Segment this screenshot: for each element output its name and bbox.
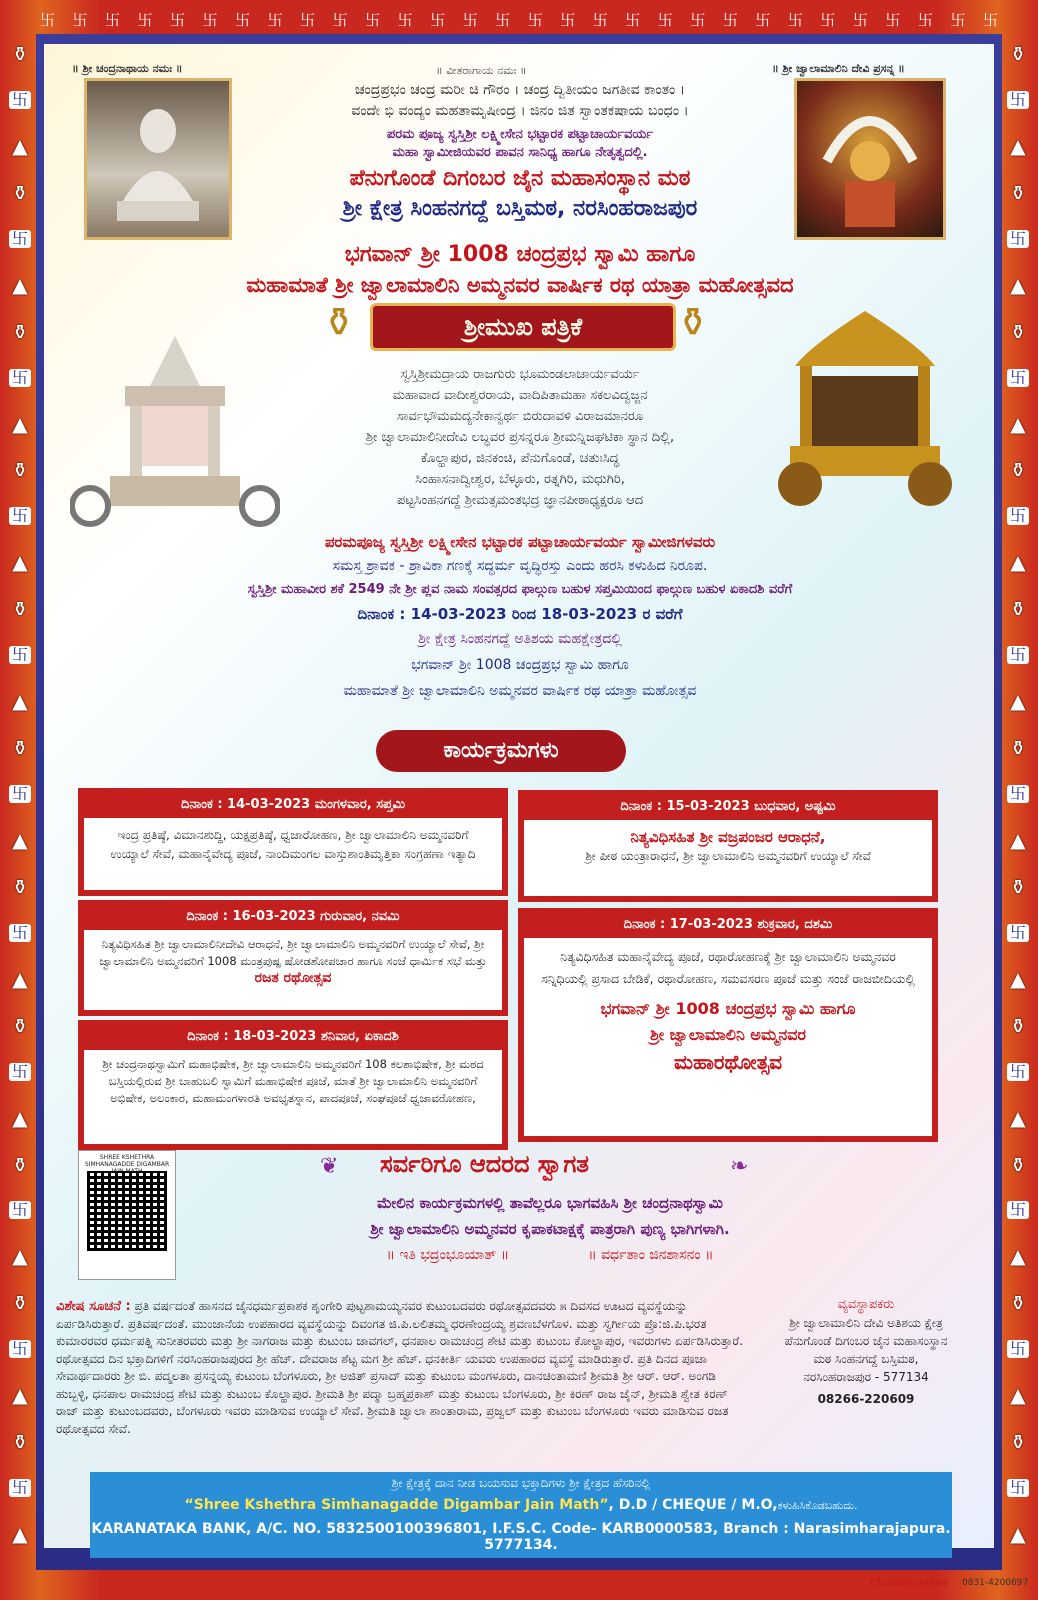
lamp-icon: ▲	[1010, 133, 1026, 158]
silver-chariot-image	[70, 326, 280, 536]
kalasha-icon: ⚱	[1009, 1152, 1027, 1177]
vitaraga-label: ॥ ವೀತರಾಗಾಯ ನಮಃ ॥	[436, 64, 527, 77]
kalasha-icon: ⚱	[1009, 458, 1027, 483]
swastika-icon: 卐	[1007, 1340, 1029, 1358]
donation-methods: , D.D / CHEQUE / M.O,	[608, 1497, 778, 1513]
shrimukha-patrike-banner: ಶ್ರೀಮುಖ ಪತ್ರಿಕೆ	[370, 303, 676, 351]
swastika-icon: 卐	[1007, 924, 1029, 942]
ornament-left-icon: ❦	[320, 1154, 339, 1179]
schedule-highlight: ರಜತ ರಥೋತ್ಸವ	[254, 970, 332, 986]
schedule-card-15	[518, 790, 938, 902]
golden-chariot-icon	[770, 306, 960, 516]
shloka-line-1: ಚಂದ್ರಪ್ರಭಂ ಚಂದ್ರ ಮರೀ ಚಿ ಗೌರಂ । ಚಂದ್ರ ದ್ವಿತೀಯಂ ಜಗತೀವ ಕಾಂತಂ ।	[355, 82, 685, 98]
lamp-icon: ▲	[12, 827, 28, 852]
festival-title-2: ಮಹಾಮಾತೆ ಶ್ರೀ ಜ್ವಾಲಾಮಾಲಿನಿ ಅಮ್ಮನವರ ವಾರ್ಷಿಕ ರಥ ಯಾತ್ರಾ ಮಹೋತ್ಸವದ	[246, 273, 794, 297]
designer-phone: 0831-4200697	[962, 1578, 1029, 1588]
kalasha-right-icon: ⚱	[676, 300, 710, 346]
kalasha-icon: ⚱	[1009, 180, 1027, 205]
schedule-card-16	[78, 900, 508, 1016]
kalasha-icon: ⚱	[11, 597, 29, 622]
swastika-icon: 卐	[592, 10, 608, 29]
swastika-icon: 卐	[9, 646, 31, 664]
lamp-icon: ▲	[1010, 1522, 1026, 1546]
kalasha-icon: ⚱	[11, 458, 29, 483]
qr-caption: SHREE KSHETHRA SIMHANAGADDE DIGAMBAR	[84, 1154, 170, 1168]
lamp-icon: ▲	[12, 411, 28, 436]
donation-bank-strip	[90, 1472, 952, 1558]
swastika-icon: 卐	[1007, 1063, 1029, 1081]
swastika-icon: 卐	[755, 10, 771, 29]
titles-block	[280, 364, 760, 511]
qr-code-icon[interactable]	[87, 1171, 167, 1251]
kshetra-title: ಶ್ರೀ ಕ್ಷೇತ್ರ ಸಿಂಹನಗದ್ದೆ ಬಸ್ತಿಮಠ, ನರಸಿಂಹರಾಜಪುರ	[342, 196, 698, 221]
title-line: ಸಿಂಹಾಸನಾದ್ವೀಶ್ವರ, ಬೆಳ್ಳೂರು, ರತ್ನಗಿರಿ, ಮಧುಗಿರಿ,	[415, 472, 625, 487]
swastika-icon: 卐	[397, 10, 413, 29]
kalasha-icon: ⚱	[11, 42, 29, 66]
welcome-title: ಸರ್ವರಿಗೂ ಆದರದ ಸ್ವಾಗತ	[380, 1150, 590, 1178]
math-title: ಪೆನುಗೊಂಡೆ ದಿಗಂಬರ ಜೈನ ಮಹಾಸಂಸ್ಥಾನ ಮಠ	[349, 166, 691, 191]
lamp-icon: ▲	[1010, 272, 1026, 297]
welcome-block	[190, 1190, 910, 1268]
blessing-iti: ॥ ಇತಿ ಭದ್ರಂಭೂಯಾತ್ ॥	[386, 1247, 510, 1263]
donation-line-1: ಶ್ರೀ ಕ್ಷೇತ್ರಕ್ಕೆ ದಾನ ನೀಡ ಬಯಸುವ ಭಕ್ತಾದಿಗಳು ಶ್ರೀ ಕ್ಷೇತ್ರದ ಹೆಸರಿನಲ್ಲಿ	[391, 1476, 651, 1490]
era-line: ಸ್ವಸ್ತಿಶ್ರೀ ಮಹಾವೀರ ಶಕೆ 2549 ನೇ ಶ್ರೀ ಪ್ಲವ ನಾಮ ಸಂವತ್ಸರದ ಫಾಲ್ಗುಣ ಬಹುಳ ಸಪ್ತಮಿಯಿಂದ ಫಾಲ್ಗುಣ ಬಹುಳ ಏಕಾದಶಿ ವರೆಗೆ	[247, 582, 793, 597]
kalasha-icon: ⚱	[1009, 736, 1027, 761]
kalasha-icon: ⚱	[11, 1013, 29, 1038]
swastika-icon: 卐	[885, 10, 901, 29]
title-line: ಮಹಾವಾದ ವಾದೀಶ್ವರರಾಯ, ವಾದಿಪಿತಾಮಹಾ ಸಕಲವಿದ್ವಜ್ಜನ	[392, 388, 648, 403]
swastika-icon: 卐	[235, 10, 251, 29]
golden-chariot-image	[770, 306, 960, 516]
kalasha-icon: ⚱	[1009, 1013, 1027, 1038]
kalasha-icon: ⚱	[1009, 874, 1027, 899]
shloka-line-2: ವಂದೇ ಭಿ ವಂದ್ಯಂ ಮಹತಾಮೃಷೀಂದ್ರ । ಜಿನಂ ಜಿತ ಸ್ವಾಂತಕಷಾಯ ಬಂಧಂ ।	[351, 103, 689, 119]
lamp-icon: ▲	[12, 133, 28, 158]
lamp-icon: ▲	[1010, 966, 1026, 991]
lamp-icon: ▲	[12, 1105, 28, 1130]
swastika-icon: 卐	[495, 10, 511, 29]
lamp-icon: ▲	[1010, 1383, 1026, 1408]
lamp-icon: ▲	[1010, 411, 1026, 436]
silver-chariot-icon	[70, 326, 280, 536]
right-shrine-label: ॥ ಶ್ರೀ ಜ್ವಾಲಾಮಾಲಿನಿ ದೇವಿ ಪ್ರಸನ್ನ ॥	[772, 62, 905, 75]
schedule-text: ನಿತ್ಯವಿಧಿಸಹಿತ ಮಹಾನೈವೇದ್ಯ ಪೂಜೆ, ರಥಾರೋಹಣಕ್ಕೆ ಶ್ರೀ ಜ್ವಾಲಾಮಾಲಿನಿ ಅಮ್ಮನವರ ಸನ್ನಿಧಿಯಲ್ಲಿ ಪ್ರಸಾದ ಬೇಡಿಕೆ, ರಥಾರೋಹಣ, ಸಮವಸರಣ ಪೂಜೆ ಮತ್ತು ಸಂಜೆ ರಾಜಬೀದಿಯಲ್ಲಿ	[541, 949, 915, 986]
swastika-icon: 卐	[9, 369, 31, 387]
swastika-icon: 卐	[560, 10, 576, 29]
swastika-icon: 卐	[430, 10, 446, 29]
title-line: ಸಾರ್ವಭೌಮಮದ್ಯನೇಕಾನ್ವರ್ಥ ಬಿರುದಾವಳಿ ವಿರಾಜಮಾನರೂ	[396, 409, 644, 424]
kalasha-left-icon: ⚱	[322, 300, 356, 346]
lamp-icon: ▲	[1010, 1105, 1026, 1130]
schedule-text: ಶ್ರೀ ಪೀಠ ಯಂತ್ರಾರಾಧನೆ, ಶ್ರೀ ಜ್ವಾಲಾಮಾಲಿನಿ ಅಮ್ಮನವರಿಗೆ ಉಯ್ಯಾಲೆ ಸೇವೆ	[585, 849, 871, 863]
kalasha-icon: ⚱	[1009, 1291, 1027, 1316]
schedule-highlight: ಮಹಾರಥೋತ್ಸವ	[673, 1050, 783, 1074]
designer-credit: Chandraprabha	[870, 1578, 948, 1589]
lamp-icon: ▲	[12, 1522, 28, 1546]
festival-title-block	[60, 240, 980, 300]
notice-label: ವಿಶೇಷ ಸೂಚನೆ :	[56, 1299, 131, 1314]
swastika-icon: 卐	[170, 10, 186, 29]
swastika-icon: 卐	[9, 507, 31, 525]
title-line: ಶ್ರೀ ಜ್ವಾಲಾಮಾಲಿನೀದೇವಿ ಲಬ್ಧವರ ಪ್ರಸನ್ನರೂ ಶ್ರೀಮನ್ನಿಜಘಟಿಕಾ ಸ್ಥಾನ ದಿಲ್ಲಿ,	[365, 430, 675, 445]
donation-send-note: ಕಳುಹಿಸಿಕೊಡಬಹುದು.	[777, 1499, 858, 1512]
kalasha-icon: ⚱	[11, 1152, 29, 1177]
swastika-icon: 卐	[722, 10, 738, 29]
schedule-card-14	[78, 788, 508, 896]
swastika-icon: 卐	[9, 1201, 31, 1219]
swastika-icon: 卐	[917, 10, 933, 29]
lamp-icon: ▲	[12, 1383, 28, 1408]
swastika-icon: 卐	[527, 10, 543, 29]
swastika-icon: 卐	[820, 10, 836, 29]
date-range-line: ದಿನಾಂಕ : 14-03-2023 ರಿಂದ 18-03-2023 ರ ವರೆಗೆ	[357, 605, 683, 623]
lamp-icon: ▲	[1010, 1244, 1026, 1269]
lamp-icon: ▲	[12, 550, 28, 575]
schedule-highlight: ಭಗವಾನ್ ಶ್ರೀ 1008 ಚಂದ್ರಪ್ರಭ ಸ್ವಾಮಿ ಹಾಗೂ	[600, 999, 856, 1018]
swastika-icon: 卐	[1007, 1201, 1029, 1219]
venue-line: ಶ್ರೀ ಕ್ಷೇತ್ರ ಸಿಂಹನಗದ್ದೆ ಅತಿಶಯ ಮಹಕ್ಷೇತ್ರದಲ್ಲಿ	[418, 631, 622, 647]
contact-line: ಪೆನುಗೊಂಡೆ ದಿಗಂಬರ ಜೈನ ಮಹಾಸಂಸ್ಥಾನ	[784, 1334, 948, 1348]
swastika-icon: 卐	[105, 10, 121, 29]
lamp-icon: ▲	[1010, 689, 1026, 714]
notice-text: ಪ್ರತಿ ವರ್ಷದಂತೆ ಹಾಸನದ ಜೈನಧರ್ಮಪ್ರಕಾಶಕ ಶೃಂಗೇರಿ ಪುಟ್ಟಶಾಮಯ್ಯನವರ ಕುಟುಂಬದವರು ರಥೋತ್ಸವದವರು ೫ ದಿವಸದ ಊಟದ ವ್ಯವಸ್ಥೆಯನ್ನು ಏರ್ಪಡಿಸಿರುತ್ತಾರೆ. ಪ್ರತಿವರ್ಷದಂತೆ. ಮುಂಜಾನೆಯ ಉಪಹಾರದ ವ್ಯವಸ್ಥೆಯನ್ನು ದಿವಂಗತ ಜಿ.ಪಿ.ಲಲಿತಮ್ಮ ಧರಣೇಂದ್ರಯ್ಯ ಶ್ರವಣಬೆಳಗೊಳ. ಮತ್ತು ಸ್ವರ್ಗೀಯ ಪ್ರೊ:ಜಿ.ಪಿ.ಭರತ ಕುಮಾರರವರ ಧರ್ಮಪತ್ನಿ ಸುನೀತರವರು ಮತ್ತು ಶ್ರೀ ನಾಗರಾಜ ಮತ್ತು ಕುಟುಂಬ ಜಾವಗಲ್, ಧನಪಾಲ ರಾಮಚಂದ್ರ ಶೇಟಿ ಮತ್ತು ಕುಟುಂಬ ಕೋಲ್ಹಾಪುರ, ಇವರುಗಳು ಏರ್ಪಡಿಸಿರುತ್ತಾರೆ. ರಥೋತ್ಸವದ ದಿನ ಭಕ್ತಾದಿಗಳಿಗೆ ನರಸಿಂಹರಾಜಪುರದ ಶ್ರೀ ಹೆಚ್. ದೇವರಾಜ ಶೆಟ್ಟ ಮಗ ಶ್ರೀ ಹೆಚ್. ಧನಕೀರ್ತಿ ಯವರು ಉಪಹಾರದ ವ್ಯವಸ್ಥೆ ಮಾಡಿರುತ್ತಾರೆ. ಪ್ರತಿ ದಿನದ ಪೂಜಾ ಸೇವಾರ್ಥದಾರರು ಶ್ರೀ ಬಿ. ಪದ್ಮಲತಾ ಪ್ರಸನ್ನಯ್ಯ ಕುಟುಂಬ ಬೆಂಗಳೂರು, ಶ್ರೀ ಅಜಿತ್ ಪ್ರಸಾದ್ ಮತ್ತು ಕುಟುಂಬ ಮಂಗಳೂರು, ದಾನಚಿಂತಾಮಣಿ ಶ್ರೀಮತಿ ಶ್ರೀ ಆರ್. ಆರ್. ಅಂಗಡಿ ಹುಬ್ಬಳ್ಳಿ, ಧನಪಾಲ ರಾಮಚಂದ್ರ ಶೇಟಿ ಮತ್ತು ಕುಟುಂಬ ಕೊಲ್ಹಾಪುರ. ಶ್ರೀಮತಿ ಶ್ರೀ ಪದ್ಮಾ ಬ್ರಹ್ಮಪ್ರಕಾಶ್ ಮತ್ತು ಕುಟುಂಬ ಬೆಂಗಳೂರು, ಶ್ರೀ ಕಿರಣ್ ರಾಜ ಜೈನ್, ಶ್ರೀಮತಿ ಶ್ವೇತ ಕಿರಣ್ ರಾಜ್ ಮತ್ತು ಕುಟುಂಬದವರು, ಬೆಂಗಳೂರು ಇವರು ಮಾಡಿಸುವ ಉಯ್ಯಾಲೆ ಸೇವೆ. ಶ್ರೀಮತಿ ಜ್ವಾಲಾ ಶಾಂತಾರಾಮ, ಪ್ರಜ್ವಲ್ ಮತ್ತು ಕುಟುಂಬ ಬೆಂಗಳೂರು ಇವರು ಮಾಡಿಸುವ ರಜತ ರಥೋತ್ಸವದ ಸೇವೆ.	[56, 1299, 744, 1436]
swastika-icon: 卐	[300, 10, 316, 29]
swastika-icon: 卐	[9, 91, 31, 109]
swastika-icon: 卐	[72, 10, 88, 29]
ornament-right-icon: ❧	[730, 1154, 749, 1179]
swastika-icon: 卐	[1007, 785, 1029, 803]
blessing-line: ಸಮಸ್ತ ಶ್ರಾವಕ - ಶ್ರಾವಿಕಾ ಗಣಕ್ಕೆ ಸದ್ಧರ್ಮ ವೃದ್ಧಿರಸ್ತು ಎಂದು ಹರಸಿ ಕಳುಹಿದ ನಿರೂಪ.	[332, 558, 708, 574]
header-block	[180, 80, 860, 224]
swastika-icon: 卐	[950, 10, 966, 29]
lamp-icon: ▲	[1010, 827, 1026, 852]
schedule-date: ದಿನಾಂಕ : 17-03-2023 ಶುಕ್ರವಾರ, ದಶಮಿ	[524, 914, 932, 938]
qr-code-card	[78, 1150, 176, 1280]
bank-details: KARANATAKA BANK, A/C. NO. 5832500100396801, I.F.S.C. Code- KARB0000583, Branch : Narasimharajapura. 5777134.	[91, 1521, 951, 1553]
schedule-highlight: ಶ್ರೀ ಜ್ವಾಲಾಮಾಲಿನಿ ಅಮ್ಮನವರ	[649, 1025, 807, 1044]
schedule-date: ದಿನಾಂಕ : 16-03-2023 ಗುರುವಾರ, ನವಮಿ	[84, 906, 502, 930]
swastika-icon: 卐	[1007, 507, 1029, 525]
swastika-icon: 卐	[365, 10, 381, 29]
swastika-icon: 卐	[9, 230, 31, 248]
swastika-icon: 卐	[9, 924, 31, 942]
kalasha-icon: ⚱	[1009, 597, 1027, 622]
swastika-icon: 卐	[852, 10, 868, 29]
schedule-text: ಇಂದ್ರ ಪ್ರತಿಷ್ಠೆ, ವಿಮಾನಶುದ್ಧಿ, ಯಕ್ಷಪ್ರತಿಷ್ಠೆ, ಧ್ವಜಾರೋಹಣ, ಶ್ರೀ ಜ್ವಾಲಾಮಾಲಿನಿ ಅಮ್ಮನವರಿಗೆ ಉಯ್ಯಾಲೆ ಸೇವೆ, ಮಹಾನೈವೇದ್ಯ ಪೂಜೆ, ನಾಂದಿಮಂಗಲ ವಾಸ್ತುಶಾಂತಿಮೃತ್ತಿಕಾ ಸಂಗ್ರಹಣಾ ಇತ್ಯಾದಿ	[110, 828, 476, 861]
kalasha-icon: ⚱	[11, 874, 29, 899]
title-line: ಕೊಲ್ಹಾಪುರ, ಜಿನಕಂಚಿ, ಪೆನುಗೊಂಡೆ, ಚತುಃಸಿದ್ಧ	[420, 451, 620, 466]
contact-line: ನರಸಿಂಹರಾಜಪುರ - 577134	[803, 1370, 929, 1384]
patronage-line-1: ಪರಮ ಪೂಜ್ಯ ಸ್ವಸ್ತಿಶ್ರೀ ಲಕ್ಷ್ಮೀಸೇನ ಭಟ್ಟಾರಕ ಪಟ್ಟಾಚಾರ್ಯವರ್ಯ	[386, 127, 654, 142]
kalasha-icon: ⚱	[11, 736, 29, 761]
event-line-1: ಭಗವಾನ್ ಶ್ರೀ 1008 ಚಂದ್ರಪ್ರಭ ಸ್ವಾಮಿ ಹಾಗೂ	[411, 657, 629, 673]
swastika-icon: 卐	[690, 10, 706, 29]
schedule-card-18	[78, 1020, 508, 1150]
schedule-date: ದಿನಾಂಕ : 15-03-2023 ಬುಧವಾರ, ಅಷ್ಟಮಿ	[524, 796, 932, 820]
lamp-icon: ▲	[1010, 550, 1026, 575]
swastika-icon: 卐	[9, 785, 31, 803]
swastika-icon: 卐	[40, 10, 56, 29]
kalasha-icon: ⚱	[11, 1291, 29, 1316]
swastika-icon: 卐	[462, 10, 478, 29]
schedule-text: ಶ್ರೀ ಚಂದ್ರನಾಥಸ್ವಾಮಿಗೆ ಮಹಾಭಿಷೇಕ, ಶ್ರೀ ಜ್ವಾಲಾಮಾಲಿನಿ ಅಮ್ಮನವರಿಗೆ 108 ಕಲಶಾಭಿಷೇಕ, ಶ್ರೀ ಮಠದ ಬಸ್ತಿಯಲ್ಲಿರುವ ಶ್ರೀ ಬಾಹುಬಲಿ ಸ್ವಾಮಿಗೆ ಮಹಾಭಿಷೇಕ ಪೂಜೆ, ಮಾತೆ ಶ್ರೀ ಜ್ವಾಲಾಮಾಲಿನಿ ಅಮ್ಮನವರಿಗೆ ಅಭಿಷೇಕ, ಅಲಂಕಾರ, ಮಹಾಮಂಗಳಾರತಿ ಅವಭೃತಸ್ನಾನ, ಪಾದಪೂಜೆ, ಸಂಘಪೂಜೆ ಧ್ವಜಾವರೋಹಣ,	[102, 1057, 484, 1105]
contact-title: ವ್ಯವಸ್ಥಾಪಕರು	[837, 1297, 895, 1312]
swastika-icon: 卐	[137, 10, 153, 29]
contact-line: ಮಠ ಸಿಂಹನಗದ್ದೆ ಬಸ್ತಿಮಠ,	[813, 1352, 919, 1366]
kalasha-icon: ⚱	[11, 180, 29, 205]
top-border-strip	[40, 6, 998, 32]
contact-phone: 08266-220609	[817, 1392, 915, 1406]
left-border-column	[2, 44, 38, 1544]
left-shrine-label: ॥ ಶ್ರೀ ಚಂದ್ರನಾಥಾಯ ನಮಃ ॥	[72, 62, 183, 75]
schedule-card-17	[518, 908, 938, 1142]
schedule-text: ನಿತ್ಯವಿಧಿಸಹಿತ ಶ್ರೀ ಜ್ವಾಲಾಮಾಲಿನೀದೇವಿ ಆರಾಧನೆ, ಶ್ರೀ ಜ್ವಾಲಾಮಾಲಿನಿ ಅಮ್ಮನವರಿಗೆ ಉಯ್ಯಾಲೆ ಸೇವೆ, ಶ್ರೀ ಜ್ವಾಲಾಮಾಲಿನಿ ಅಮ್ಮನವರಿಗೆ 1008 ಮಂತ್ರಪುಷ್ಪ ಷೋಡಶೋಪಚಾರ ಹಾಗೂ ಸಂಜೆ ಧಾರ್ಮಿಕ ಸಭೆ ಮತ್ತು	[99, 937, 487, 968]
festival-title-1: ಭಗವಾನ್ ಶ್ರೀ 1008 ಚಂದ್ರಪ್ರಭ ಸ್ವಾಮಿ ಹಾಗೂ	[344, 242, 696, 267]
schedule-highlight: ನಿತ್ಯವಿಧಿಸಹಿತ ಶ್ರೀ ವಜ್ರಪಂಜರ ಆರಾಧನೆ,	[630, 828, 826, 846]
event-line-2: ಮಹಾಮಾತೆ ಶ್ರೀ ಜ್ವಾಲಾಮಾಲಿನಿ ಅಮ್ಮನವರ ವಾರ್ಷಿಕ ರಥ ಯಾತ್ರಾ ಮಹೋತ್ಸವ	[343, 683, 697, 699]
lamp-icon: ▲	[12, 689, 28, 714]
donation-payee: “Shree Kshethra Simhanagadde Digambar Jain Math”	[184, 1497, 609, 1513]
right-border-column	[1000, 44, 1036, 1544]
swastika-icon: 卐	[982, 10, 998, 29]
blessing-vardhatam: ॥ ವರ್ಧತಾಂ ಜಿನಶಾಸನಂ ॥	[588, 1247, 714, 1263]
swastika-icon: 卐	[625, 10, 641, 29]
contact-line: ಶ್ರೀ ಜ್ವಾಲಾಮಾಲಿನಿ ದೇವಿ ಅತಿಶಯ ಕ್ಷೇತ್ರ	[789, 1316, 943, 1330]
lamp-icon: ▲	[12, 1244, 28, 1269]
kalasha-icon: ⚱	[11, 319, 29, 344]
swastika-icon: 卐	[1007, 369, 1029, 387]
schedule-date: ದಿನಾಂಕ : 14-03-2023 ಮಂಗಳವಾರ, ಸಪ್ತಮಿ	[84, 794, 502, 818]
invitation-block	[60, 530, 980, 704]
swastika-icon: 卐	[1007, 91, 1029, 109]
welcome-line-1: ಮೇಲಿನ ಕಾರ್ಯಕ್ರಮಗಳಲ್ಲಿ ತಾವೆಲ್ಲರೂ ಭಾಗವಹಿಸಿ ಶ್ರೀ ಚಂದ್ರನಾಥಸ್ವಾಮಿ	[377, 1194, 723, 1212]
swastika-icon: 卐	[1007, 646, 1029, 664]
title-line: ಸ್ವಸ್ತಿಶ್ರೀಮದ್ರಾಯ ರಾಜಗುರು ಭೂಮಂಡಲಾಚಾರ್ಯವರ್ಯ	[400, 367, 640, 382]
special-notice	[56, 1298, 746, 1438]
patronage-line-2: ಮಹಾ ಸ್ವಾಮೀಜಿಯವರ ಪಾವನ ಸಾನಿಧ್ಯ ಹಾಗೂ ನೇತೃತ್ವದಲ್ಲಿ.	[392, 145, 648, 160]
swastika-icon: 卐	[1007, 1479, 1029, 1497]
swastika-icon: 卐	[9, 1063, 31, 1081]
swamiji-line: ಪರಮಪೂಜ್ಯ ಸ್ವಸ್ತಿಶ್ರೀ ಲಕ್ಷ್ಮೀಸೇನ ಭಟ್ಟಾರಕ ಪಟ್ಟಾಚಾರ್ಯವರ್ಯ ಸ್ವಾಮೀಜಿಗಳವರು	[324, 533, 716, 551]
swastika-icon: 卐	[267, 10, 283, 29]
swastika-icon: 卐	[657, 10, 673, 29]
lamp-icon: ▲	[12, 272, 28, 297]
swastika-icon: 卐	[787, 10, 803, 29]
swastika-icon: 卐	[202, 10, 218, 29]
kalasha-icon: ⚱	[11, 1430, 29, 1455]
schedule-date: ದಿನಾಂಕ : 18-03-2023 ಶನಿವಾರ, ಏಕಾದಶಿ	[84, 1026, 502, 1050]
kalasha-icon: ⚱	[1009, 319, 1027, 344]
kalasha-icon: ⚱	[1009, 1430, 1027, 1455]
organiser-contact	[756, 1296, 976, 1408]
title-line: ಪಟ್ಟಸಿಂಹನಗದ್ದೆ ಶ್ರೀಮತ್ಸಮಂತಭದ್ರ ಜ್ಞಾನಪೀಠಾಧ್ಯಕ್ಷರೂ ಆದ	[396, 493, 644, 508]
swastika-icon: 卐	[9, 1340, 31, 1358]
swastika-icon: 卐	[9, 1479, 31, 1497]
welcome-line-2: ಶ್ರೀ ಜ್ವಾಲಾಮಾಲಿನಿ ಅಮ್ಮನವರ ಕೃಪಾಕಟಾಕ್ಷಕ್ಕೆ ಪಾತ್ರರಾಗಿ ಪುಣ್ಯ ಭಾಗಿಗಳಾಗಿ.	[370, 1220, 730, 1238]
programs-banner: ಕಾರ್ಯಕ್ರಮಗಳು	[376, 730, 626, 772]
swastika-icon: 卐	[1007, 230, 1029, 248]
lamp-icon: ▲	[12, 966, 28, 991]
swastika-icon: 卐	[332, 10, 348, 29]
kalasha-icon: ⚱	[1009, 42, 1027, 66]
